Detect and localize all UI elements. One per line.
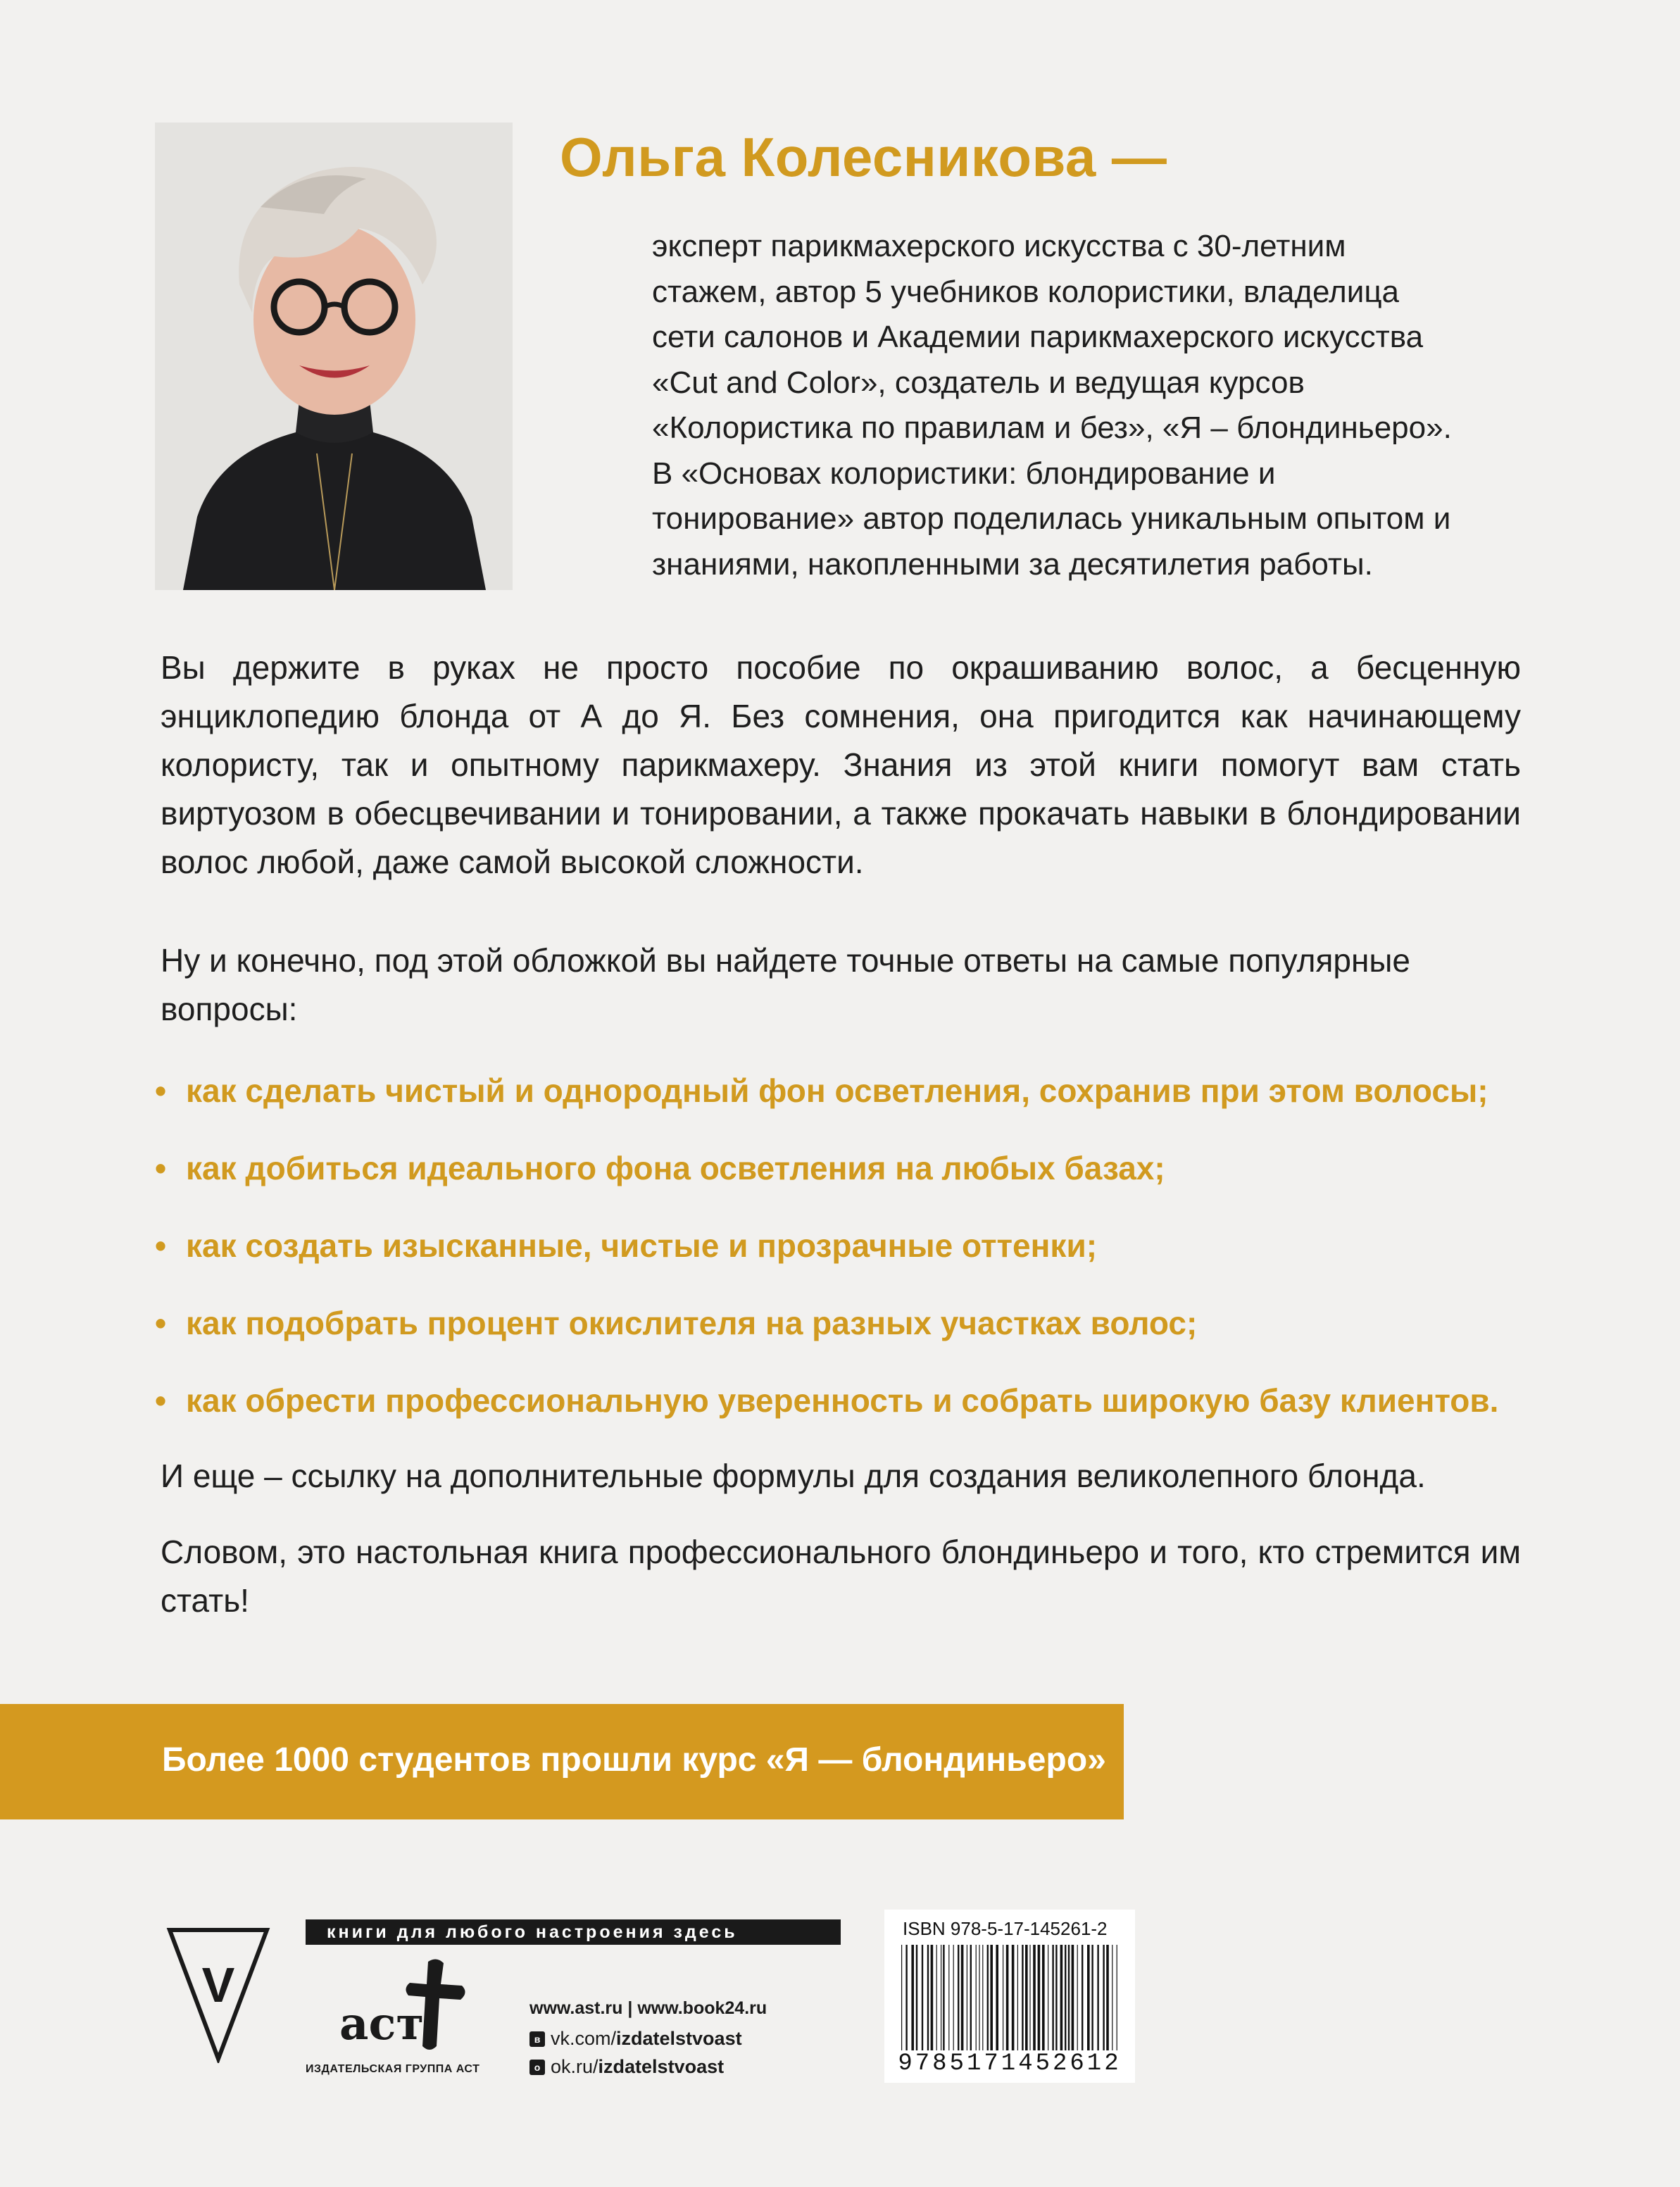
intro-paragraph: Вы держите в руках не просто пособие по окрашиванию волос, а бесценную энциклопедию блонда от А до Я. Без сомнения, она пригодится как начинающему колористу, так и опытному парикмахеру. Знания из этой книги помогут вам стать виртуозом в обесцвечивании и тонировании, а также прокачать навыки в блондировании волос любой, даже самой высокой сложности. [161, 649, 1521, 880]
list-item-text: как сделать чистый и однородный фон осветления, сохранив при этом волосы; [186, 1072, 1488, 1109]
barcode-bar [1033, 1945, 1036, 2050]
barcode-bar [905, 1945, 907, 2050]
barcode-bar [1052, 1945, 1053, 2050]
barcode-bar [931, 1945, 934, 2050]
barcode-bar [1012, 1945, 1015, 2050]
bullet-marker: • [155, 1150, 167, 1186]
list-item-text: как создать изысканные, чистые и прозрачные оттенки; [186, 1227, 1098, 1264]
promo-banner-text: Более 1000 студентов прошли курс «Я — блондиньеро» [162, 1741, 1106, 1779]
barcode-bar [901, 1945, 902, 2050]
author-bio: эксперт парикмахерского искусства с 30-летним стажем, автор 5 учебников колористики, владелица сети салонов и Академии парикмахерского искусства «Cut and Color», создатель и ведущая курсов «Колористика по правилам и без», «Я – блондиньеро». В «Основах колористики: блондирование и тонирование» автор поделилась уникальным опытом и знаниями, накопленными за десятилетия работы. [652, 229, 1452, 582]
barcode-bar [1038, 1945, 1041, 2050]
questions-lead-paragraph: Ну и конечно, под этой обложкой вы найдете точные ответы на самые популярные вопросы: [161, 942, 1410, 1027]
barcode-bar [996, 1945, 998, 2050]
bullet-marker: • [155, 1382, 167, 1419]
barcode-bar [1072, 1945, 1074, 2050]
barcode-bar [1091, 1945, 1093, 2050]
v-triangle-logo [165, 1926, 271, 2063]
barcode-bar [953, 1945, 954, 2050]
publisher-caption: ИЗДАТЕЛЬСКАЯ ГРУППА АСТ [306, 2063, 480, 2075]
barcode-bar [982, 1945, 983, 2050]
barcode-bars [900, 1945, 1122, 2050]
barcode-bar [922, 1945, 923, 2050]
list-item [155, 1376, 1535, 1453]
promo-banner [0, 1704, 1124, 1819]
vk-link[interactable] [529, 2028, 742, 2050]
barcode-bar [1042, 1945, 1045, 2050]
barcode-bar [1029, 1945, 1030, 2050]
ok-handle: izdatelstvoast [598, 2056, 725, 2077]
barcode-bar [961, 1945, 964, 2050]
author-name: Ольга Колесникова — [560, 126, 1167, 188]
publisher-tagline: книги для любого настроения здесь [306, 1919, 841, 1945]
barcode-bar [943, 1945, 944, 2050]
barcode-bar [927, 1945, 929, 2050]
isbn-barcode [884, 1910, 1135, 2083]
author-photo [155, 123, 513, 590]
isbn-label: ISBN 978-5-17-145261-2 [903, 1918, 1108, 1939]
barcode-bar [1097, 1945, 1098, 2050]
barcode-bar [1025, 1945, 1028, 2050]
barcode-bar [987, 1945, 989, 2050]
list-item [155, 1066, 1535, 1143]
list-item [155, 1298, 1535, 1376]
list-item-text: как подобрать процент окислителя на разных участках волос; [186, 1305, 1198, 1341]
v-logo-letter: V [201, 1957, 235, 2012]
ok-icon: о [529, 2060, 545, 2075]
barcode-bar [1022, 1945, 1023, 2050]
bullet-marker: • [155, 1072, 167, 1109]
barcode-bar [1106, 1945, 1109, 2050]
list-item-text: как обрести профессиональную уверенность и собрать широкую базу клиентов. [186, 1382, 1499, 1419]
barcode-bar [916, 1945, 917, 2050]
barcode-bar [1087, 1945, 1090, 2050]
closing-paragraph: Словом, это настольная книга профессионального блондиньеро и того, кто стремится им стать! [161, 1534, 1521, 1619]
barcode-bar [948, 1945, 949, 2050]
bullet-marker: • [155, 1227, 167, 1264]
barcode-bar [1068, 1945, 1070, 2050]
barcode-bar [1065, 1945, 1066, 2050]
barcode-bar [1060, 1945, 1063, 2050]
publisher-sites: www.ast.ru | www.book24.ru [529, 1998, 767, 2018]
ean-digits: 9785171452612 [898, 2050, 1122, 2077]
list-item [155, 1221, 1535, 1298]
barcode-bar [911, 1945, 914, 2050]
list-item [155, 1143, 1535, 1221]
barcode-bar [936, 1945, 937, 2050]
ast-logo [331, 1956, 472, 2055]
barcode-bar [970, 1945, 972, 2050]
vk-handle: izdatelstvoast [616, 2028, 742, 2049]
barcode-bar [990, 1945, 993, 2050]
bullet-marker: • [155, 1305, 167, 1341]
question-list [155, 1066, 1535, 1453]
ok-prefix: ok.ru/ [551, 2056, 598, 2077]
barcode-bar [1055, 1945, 1057, 2050]
barcode-bar [976, 1945, 977, 2050]
barcode-bar [958, 1945, 959, 2050]
list-item-text: как добиться идеального фона осветления на любых базах; [186, 1150, 1165, 1186]
author-portrait-illustration [155, 123, 513, 590]
barcode-bar [1082, 1945, 1083, 2050]
ast-logo-text: аст [339, 1998, 425, 2050]
barcode-bar [1103, 1945, 1104, 2050]
extra-paragraph: И еще – ссылку на дополнительные формулы для создания великолепного блонда. [161, 1458, 1426, 1494]
barcode-bar [1077, 1945, 1078, 2050]
vk-icon: в [529, 2031, 545, 2047]
ok-link[interactable] [529, 2056, 724, 2078]
vk-prefix: vk.com/ [551, 2028, 617, 2049]
barcode-bar [1017, 1945, 1018, 2050]
barcode-bar [1006, 1945, 1009, 2050]
